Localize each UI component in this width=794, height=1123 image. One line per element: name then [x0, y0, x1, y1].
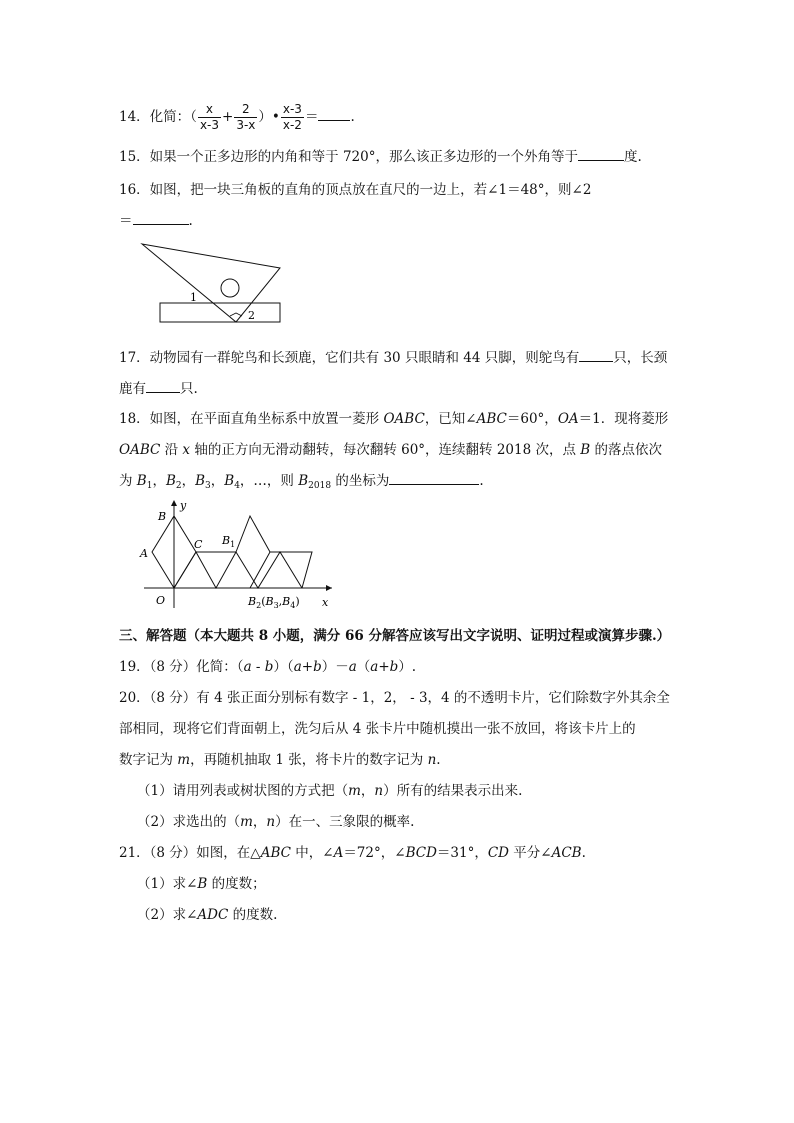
answer-blank[interactable]	[389, 472, 479, 485]
answer-blank[interactable]	[133, 212, 189, 225]
question-19: 19．（8 分）化简：（a - b）（a+b）－a（a+b）.	[119, 659, 417, 675]
y-label: y	[180, 499, 187, 512]
set-square	[142, 244, 280, 322]
x-axis-arrow	[326, 585, 332, 591]
question-18-line-3: 为 $B_1$，$B_2$，$B_3$，$B_4$，…，则 $B_{2018}$ 的坐标为 .	[119, 473, 484, 491]
fraction-3: $\frac{x-3}{x-2}$	[282, 102, 302, 132]
b1-label: $B_1$	[222, 534, 236, 549]
question-20-line-3: 数字记为 m，再随机抽取 1 张，将卡片的数字记为 n.	[119, 752, 441, 768]
question-18-line-2: OABC 沿 x 轴的正方向无滑动翻转，每次翻转 60°，连续翻转 2018 次，点 B 的落点依次	[119, 442, 663, 458]
question-21: 21．（8 分）如图，在△ABC 中，∠A＝72°，∠BCD＝31°，CD 平分∠ACB.	[119, 845, 586, 861]
answer-blank[interactable]	[579, 349, 613, 362]
question-21-part-2: （2）求∠ADC 的度数.	[137, 907, 278, 923]
o-label: O	[156, 594, 166, 607]
question-16-line-1: 16．如图，把一块三角板的直角的顶点放在直尺的一边上，若∠1＝48°，则∠2	[119, 182, 592, 198]
question-20-part-1: （1）请用列表或树状图的方式把（m，n）所有的结果表示出来.	[137, 783, 523, 799]
answer-blank[interactable]	[578, 148, 624, 161]
question-17-line-1: 17．动物园有一群鸵鸟和长颈鹿，它们共有 30 只眼睛和 44 只脚，则鸵鸟有 只，长颈	[119, 350, 668, 366]
fraction-1: $\frac{x}{x-3}$	[199, 102, 220, 132]
question-15: 15．如果一个正多边形的内角和等于 720°，那么该正多边形的一个外角等于 度.	[119, 149, 642, 165]
section-3-heading: 三、解答题（本大题共 8 小题，满分 66 分解答应该写出文字说明、证明过程或演算步骤.）	[119, 628, 671, 644]
x-label: x	[322, 596, 329, 609]
question-18-line-1: 18．如图，在平面直角坐标系中放置一菱形 OABC，已知∠ABC＝60°，OA＝1．现将菱形	[119, 411, 669, 427]
question-20-line-2: 部相同，现将它们背面朝上，洗匀后从 4 张卡片中随机摸出一张不放回，将该卡片上的	[119, 721, 636, 737]
y-axis-arrow	[171, 500, 177, 506]
question-14: 14．化简：（ $\frac{x}{x-3}$ + $\frac{2}{3-x}$ ）• $\frac{x-3}{x-2}$ ＝ .	[119, 102, 355, 132]
question-20-part-2: （2）求选出的（m，n）在一、三象限的概率.	[137, 814, 415, 830]
c-label: C	[194, 538, 203, 551]
angle-1-label: 1	[190, 291, 197, 304]
answer-blank[interactable]	[318, 108, 350, 121]
question-16-line-2: ＝ .	[119, 213, 193, 229]
answer-blank[interactable]	[146, 380, 180, 393]
fraction-2: $\frac{2}{3-x}$	[236, 102, 256, 132]
angle-2-label: 2	[248, 309, 255, 322]
rotation-path	[174, 552, 302, 588]
ruler	[160, 303, 280, 322]
a-label: A	[140, 547, 148, 560]
question-17-line-2: 鹿有 只.	[119, 381, 198, 397]
rhombus-rotation-figure	[136, 496, 336, 616]
triangle-ruler-figure	[138, 240, 288, 330]
set-square-hole	[221, 279, 239, 297]
question-20-line-1: 20．（8 分）有 4 张正面分别标有数字 - 1，2， - 3，4 的不透明卡片，它们除数字外其余全	[119, 690, 670, 706]
question-21-part-1: （1）求∠B 的度数；	[137, 876, 266, 892]
b2-label: $B_2(B_3,B_4)$	[248, 595, 300, 610]
b-label: B	[158, 510, 167, 523]
right-angle-mark	[230, 313, 242, 316]
